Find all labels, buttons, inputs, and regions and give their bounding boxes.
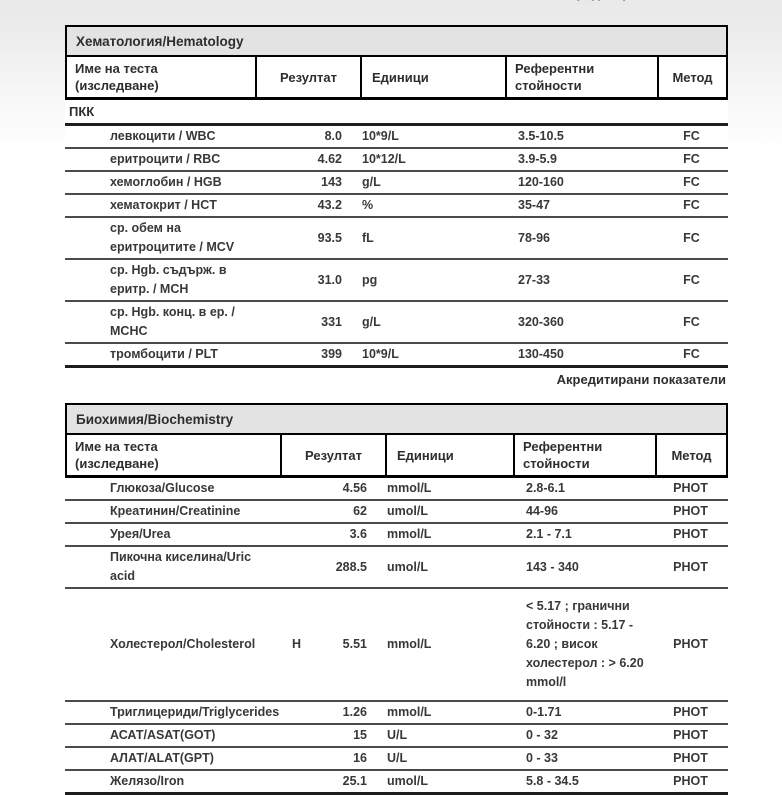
test-result: 16: [353, 751, 367, 765]
table-row: [65, 258, 728, 300]
test-reference: 130-450: [518, 347, 564, 361]
test-units: mmol/L: [387, 481, 432, 495]
test-reference: 3.9-5.9: [518, 152, 557, 166]
table-row: [65, 723, 728, 746]
test-reference: 44-96: [526, 504, 558, 518]
test-reference: 78-96: [518, 230, 550, 245]
test-units: g/L: [362, 175, 381, 189]
test-units: 10*9/L: [362, 129, 399, 143]
table-row: [65, 545, 728, 587]
column-header-reference: Референтни стойности: [505, 57, 657, 97]
test-reference: < 5.17 ; гранични стойности : 5.17 - 6.20 ; висок холестерол : > 6.20 mmol/l: [526, 599, 644, 689]
test-method: PHOT: [673, 481, 708, 495]
table-row: [65, 216, 728, 258]
test-units: umol/L: [387, 504, 428, 518]
test-units: umol/L: [387, 559, 428, 574]
hematology-table: [65, 25, 728, 368]
test-method: FC: [683, 347, 700, 361]
test-result: 331: [321, 314, 342, 329]
test-reference: 320-360: [518, 314, 564, 329]
column-header-method: Метод: [657, 57, 726, 97]
table-row: [65, 170, 728, 193]
test-name: Глюкоза/Glucose: [110, 481, 215, 495]
test-method: FC: [683, 152, 700, 166]
column-header-units: Единици: [360, 57, 505, 97]
test-units: mmol/L: [387, 637, 432, 651]
table-row: [65, 522, 728, 545]
test-units: fL: [362, 230, 374, 245]
test-name: Пикочна киселина/Uric acid: [110, 550, 252, 583]
table-row: [65, 126, 728, 147]
test-method: FC: [683, 272, 700, 287]
test-name: Холестерол/Cholesterol: [110, 637, 256, 651]
test-method: PHOT: [673, 527, 708, 541]
column-header-test-name: Име на теста (изследване): [75, 61, 159, 93]
test-reference: 120-160: [518, 175, 564, 189]
table-row: [65, 700, 728, 723]
test-name: АСАТ/ASAT(GOT): [110, 728, 216, 742]
table-row: [65, 300, 728, 342]
column-header-units: Единици: [385, 435, 513, 475]
biochemistry-header-row: [65, 435, 728, 478]
test-units: pg: [362, 272, 378, 287]
table-row: [65, 769, 728, 795]
test-name: ср. Hgb. конц. в ер. / MCHC: [110, 305, 235, 338]
table-row: [65, 193, 728, 216]
test-reference: 0 - 33: [526, 751, 558, 765]
test-units: %: [362, 198, 374, 212]
clipped-text-fragment: [545, 0, 730, 1]
test-method: PHOT: [673, 728, 708, 742]
test-units: mmol/L: [387, 705, 432, 719]
test-name: тромбоцити / PLT: [110, 347, 218, 361]
test-result: 399: [321, 347, 342, 361]
test-method: FC: [683, 230, 700, 245]
test-reference: 35-47: [518, 198, 550, 212]
column-header-method: Метод: [655, 435, 726, 475]
table-row: [65, 499, 728, 522]
test-units: U/L: [387, 751, 408, 765]
accredited-indicators-note: Акредитирани показатели: [556, 372, 726, 387]
test-method: FC: [683, 129, 700, 143]
test-result: 8.0: [324, 129, 342, 143]
table-row: [65, 342, 728, 368]
test-name: ср. обем на еритроцитите / MCV: [110, 221, 235, 254]
test-name: еритроцити / RBC: [110, 152, 221, 166]
test-result: H 5.51: [278, 634, 383, 655]
column-header-reference: Референтни стойности: [513, 435, 655, 475]
lab-report-document: [65, 25, 728, 795]
test-reference: 0-1.71: [526, 705, 562, 719]
biochemistry-table-title: Биохимия/Biochemistry: [65, 403, 728, 435]
test-method: PHOT: [673, 637, 708, 651]
test-method: PHOT: [673, 504, 708, 518]
clipped-previous-page-text: [545, 0, 730, 4]
test-reference: 0 - 32: [526, 728, 558, 742]
test-result: 25.1: [342, 774, 367, 788]
test-units: umol/L: [387, 774, 428, 788]
biochemistry-table: [65, 403, 728, 795]
test-name: ср. Hgb. съдърж. в еритр. / MCH: [110, 263, 227, 296]
test-reference: 2.1 - 7.1: [526, 527, 572, 541]
test-reference: 27-33: [518, 272, 550, 287]
hematology-header-row: [65, 57, 728, 100]
test-reference: 5.8 - 34.5: [526, 774, 579, 788]
test-name: левкоцити / WBC: [110, 129, 216, 143]
test-result: 4.56: [342, 481, 367, 495]
group-label: ПКК: [69, 104, 95, 119]
test-name: Триглицериди/Triglycerides: [110, 705, 280, 719]
table-row-cholesterol: [65, 587, 728, 700]
column-header-test-name: Име на теста (изследване): [75, 439, 159, 471]
test-result: 3.6: [349, 527, 367, 541]
test-result: 15: [353, 728, 367, 742]
test-units: mmol/L: [387, 527, 432, 541]
test-method: FC: [683, 198, 700, 212]
test-name: Желязо/Iron: [110, 774, 185, 788]
column-header-result: Резултат: [255, 57, 360, 97]
test-reference: 2.8-6.1: [526, 481, 565, 495]
test-result: 31.0: [317, 272, 342, 287]
test-name: хематокрит / HCT: [110, 198, 217, 212]
test-name: Креатинин/Creatinine: [110, 504, 241, 518]
test-name: хемоглобин / HGB: [110, 175, 222, 189]
test-reference: 3.5-10.5: [518, 129, 564, 143]
test-reference: 143 - 340: [526, 559, 579, 574]
test-units: 10*12/L: [362, 152, 406, 166]
table-row: [65, 746, 728, 769]
high-flag: H: [292, 637, 302, 651]
test-method: PHOT: [673, 705, 708, 719]
column-header-result: Резултат: [280, 435, 385, 475]
table-row: [65, 478, 728, 499]
test-result: 143: [321, 175, 342, 189]
test-units: 10*9/L: [362, 347, 399, 361]
test-name: Урея/Urea: [110, 527, 171, 541]
test-units: U/L: [387, 728, 408, 742]
test-result: 4.62: [317, 152, 342, 166]
test-method: PHOT: [673, 774, 708, 788]
test-method: PHOT: [673, 751, 708, 765]
test-method: FC: [683, 175, 700, 189]
hematology-table-title: Хематология/Hematology: [65, 25, 728, 57]
table-row: [65, 147, 728, 170]
test-method: PHOT: [673, 559, 708, 574]
test-units: g/L: [362, 314, 381, 329]
test-result: 62: [353, 504, 367, 518]
group-row-pkk: [65, 100, 728, 126]
test-result: 1.26: [342, 705, 367, 719]
test-result: 43.2: [317, 198, 342, 212]
test-result: 288.5: [335, 559, 367, 574]
test-name: АЛАТ/ALAT(GPT): [110, 751, 214, 765]
test-method: FC: [683, 314, 700, 329]
test-result: 93.5: [317, 230, 342, 245]
